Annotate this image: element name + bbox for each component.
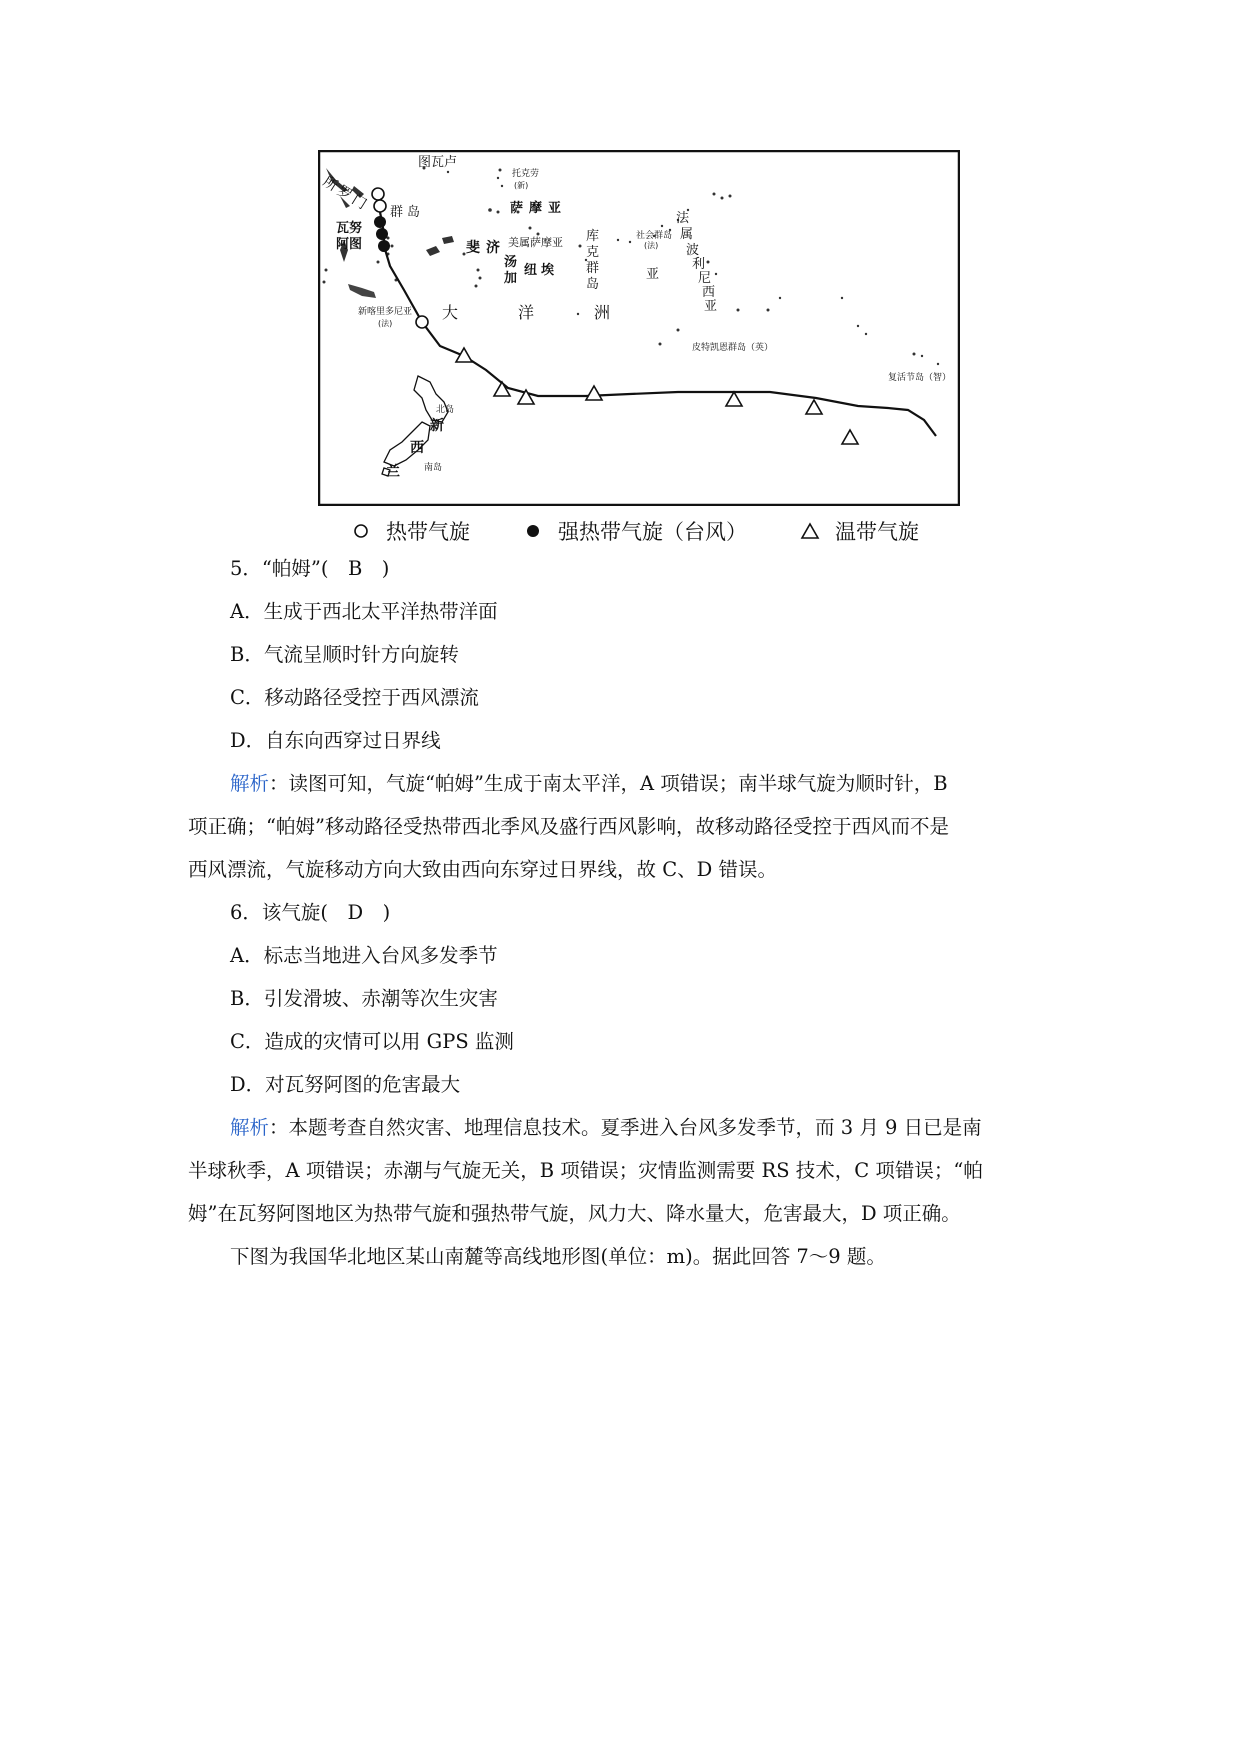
vanuatu-line-2: 阿图 (336, 237, 363, 252)
legend-tropical-label: 热带气旋 (386, 520, 470, 544)
map-label-society-note: (法) (644, 241, 659, 250)
map-label-nz-2: 西 (410, 440, 424, 456)
q5-option-a: A．生成于西北太平洋热带洋面 (230, 600, 498, 623)
q5-analysis-line-1: 解析：读图可知，气旋“帕姆”生成于南太平洋，A 项错误；南半球气旋为顺时针，B (230, 772, 948, 795)
q5-option-c: C．移动路径受控于西风漂流 (230, 686, 479, 709)
map-label-tokelau: 托克劳 (512, 169, 540, 179)
map-label-cook-islands: 库克群岛 (586, 229, 600, 292)
map-label-tonga: 汤加 (504, 255, 518, 286)
q5-stem: 5．“帕姆”( B ) (230, 557, 390, 580)
map-label-polynesia-ya: 亚 (646, 267, 660, 282)
q6-analysis-label: 解析 (230, 1116, 270, 1139)
map-label-new-caledonia-note: (法) (378, 319, 393, 328)
extratropical-cyclone-legend-icon (799, 520, 821, 542)
map-label-society-islands: 社会群岛 (636, 231, 673, 241)
map-label-tuvalu: 图瓦卢 (418, 155, 458, 170)
q5-analysis-line-2: 项正确；“帕姆”移动路径受热带西北季风及盛行西风影响，故移动路径受控于西风而不是 (188, 815, 949, 838)
map-label-ocean-2: 洋 (518, 303, 535, 322)
legend-extratropical-label: 温带气旋 (835, 520, 919, 544)
map-label-new-caledonia: 新喀里多尼亚 (358, 307, 413, 317)
map-label-nz-3: 兰 (386, 464, 400, 480)
map-label-ocean-1: 大 (442, 303, 459, 322)
map-label-ocean-3: 洲 (594, 303, 611, 322)
map-label-fiji: 斐济 (466, 240, 506, 256)
q5-option-b: B．气流呈顺时针方向旋转 (230, 643, 459, 666)
q5-option-d: D．自东向西穿过日界线 (230, 729, 441, 752)
map-label-american-samoa: 美属萨摩亚 (508, 236, 563, 249)
legend-strong-tropical-label: 强热带气旋（台风） (558, 520, 747, 544)
map-label-samoa: 萨摩亚 (510, 201, 568, 216)
cyclone-track-map (318, 150, 960, 506)
q6-option-b: B．引发滑坡、赤潮等次生灾害 (230, 987, 498, 1010)
map-label-french-polynesia: 法属波利尼西亚 (676, 211, 718, 314)
map-label-south-island: 南岛 (424, 463, 443, 473)
strong-tropical-cyclone-legend-icon (522, 520, 544, 542)
q6-option-a: A．标志当地进入台风多发季节 (230, 944, 498, 967)
map-label-islands: 群岛 (390, 205, 425, 220)
map-label-tokelau-note: (新) (514, 181, 529, 190)
intro-next-questions: 下图为我国华北地区某山南麓等高线地形图(单位：m)。据此回答 7～9 题。 (230, 1245, 886, 1268)
map-label-pitcairn: 皮特凯恩群岛（英） (692, 343, 774, 353)
map-legend (350, 514, 970, 548)
tropical-cyclone-legend-icon (350, 520, 372, 542)
q6-analysis-line-2: 半球秋季，A 项错误；赤潮与气旋无关，B 项错误；灾情监测需要 RS 技术，C 项错误；“帕 (188, 1159, 983, 1182)
map-label-niue: 纽埃 (524, 263, 559, 278)
q6-option-d: D．对瓦努阿图的危害最大 (230, 1073, 461, 1096)
map-label-nz-1: 新 (430, 418, 444, 434)
q6-analysis-line-1: 解析：本题考查自然灾害、地理信息技术。夏季进入台风多发季节，而 3 月 9 日已是南 (230, 1116, 982, 1139)
q5-analysis-line-3: 西风漂流，气旋移动方向大致由西向东穿过日界线，故 C、D 错误。 (188, 858, 777, 881)
map-label-north-island: 北岛 (436, 405, 455, 415)
q6-stem: 6．该气旋( D ) (230, 901, 391, 924)
question-body (188, 547, 1058, 1278)
q6-analysis-line-3: 姆”在瓦努阿图地区为热带气旋和强热带气旋，风力大、降水量大，危害最大，D 项正确。 (188, 1202, 961, 1225)
map-label-easter: 复活节岛（智） (888, 373, 952, 383)
map-label-solomon: 所罗门 (319, 173, 372, 215)
vanuatu-line-1: 瓦努 (336, 221, 363, 236)
q5-analysis-label: 解析 (230, 772, 270, 795)
q6-option-c: C．造成的灾情可以用 GPS 监测 (230, 1030, 514, 1053)
